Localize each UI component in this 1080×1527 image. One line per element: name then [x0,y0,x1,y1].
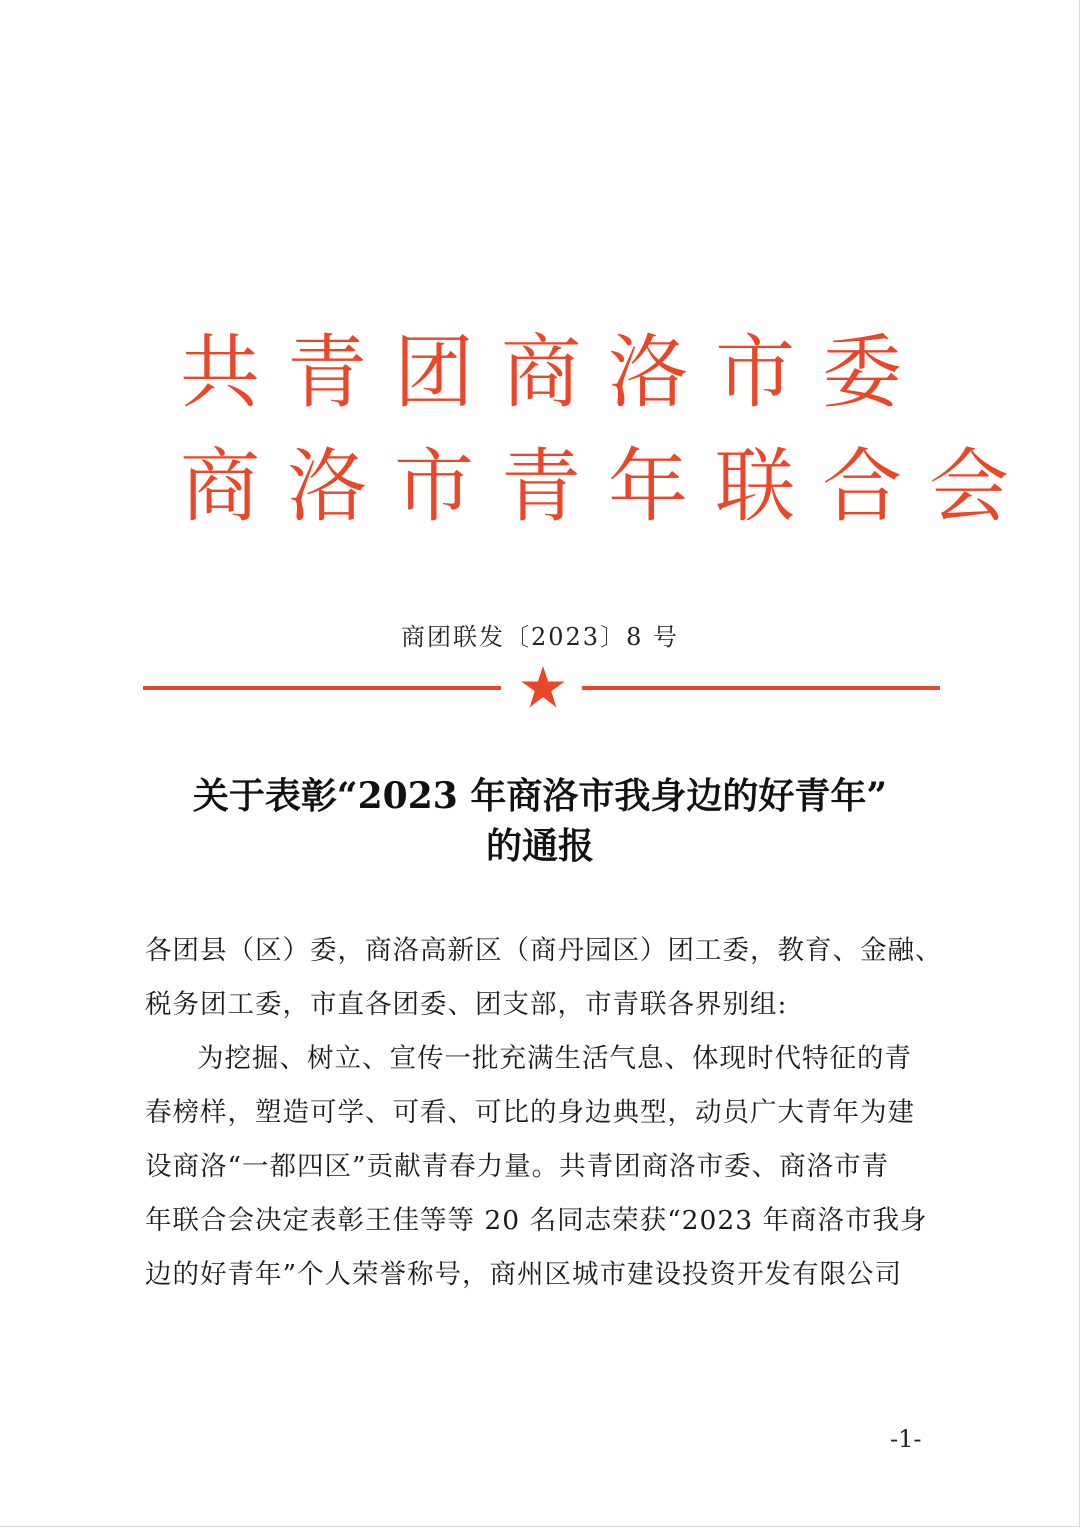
notice-title-line-2: 的通报 [485,825,594,867]
paragraph-line-3: 设商洛“一都四区”贡献青春力量。共青团商洛市委、商洛市青 [145,1151,890,1182]
paragraph-line-2: 春榜样，塑造可学、可看、可比的身边典型，动员广大青年为建 [145,1097,915,1128]
document-number: 商团联发〔2023〕8 号 [401,623,679,651]
red-rule-right [582,686,940,690]
paragraph-line-1: 为挖掘、树立、宣传一批充满生活气息、体现时代特征的青 [197,1043,912,1074]
page-number: -1- [890,1425,922,1453]
star-icon [520,664,566,710]
issuer-line-2: 商洛市青年联合会 [180,440,1036,533]
paragraph-line-4: 年联合会决定表彰王佳等等 20 名同志荣获“2023 年商洛市我身 [145,1205,928,1236]
addressee-line-2: 税务团工委，市直各团委、团支部，市青联各界别组: [145,989,788,1020]
red-rule-left [143,686,501,690]
paragraph-line-5: 边的好青年”个人荣誉称号，商州区城市建设投资开发有限公司 [145,1259,903,1290]
notice-title-line-1: 关于表彰“2023 年商洛市我身边的好青年” [192,775,888,817]
addressee-line-1: 各团县（区）委，商洛高新区（商丹园区）团工委，教育、金融、 [145,935,943,966]
issuer-line-1: 共青团商洛市委 [180,326,929,419]
